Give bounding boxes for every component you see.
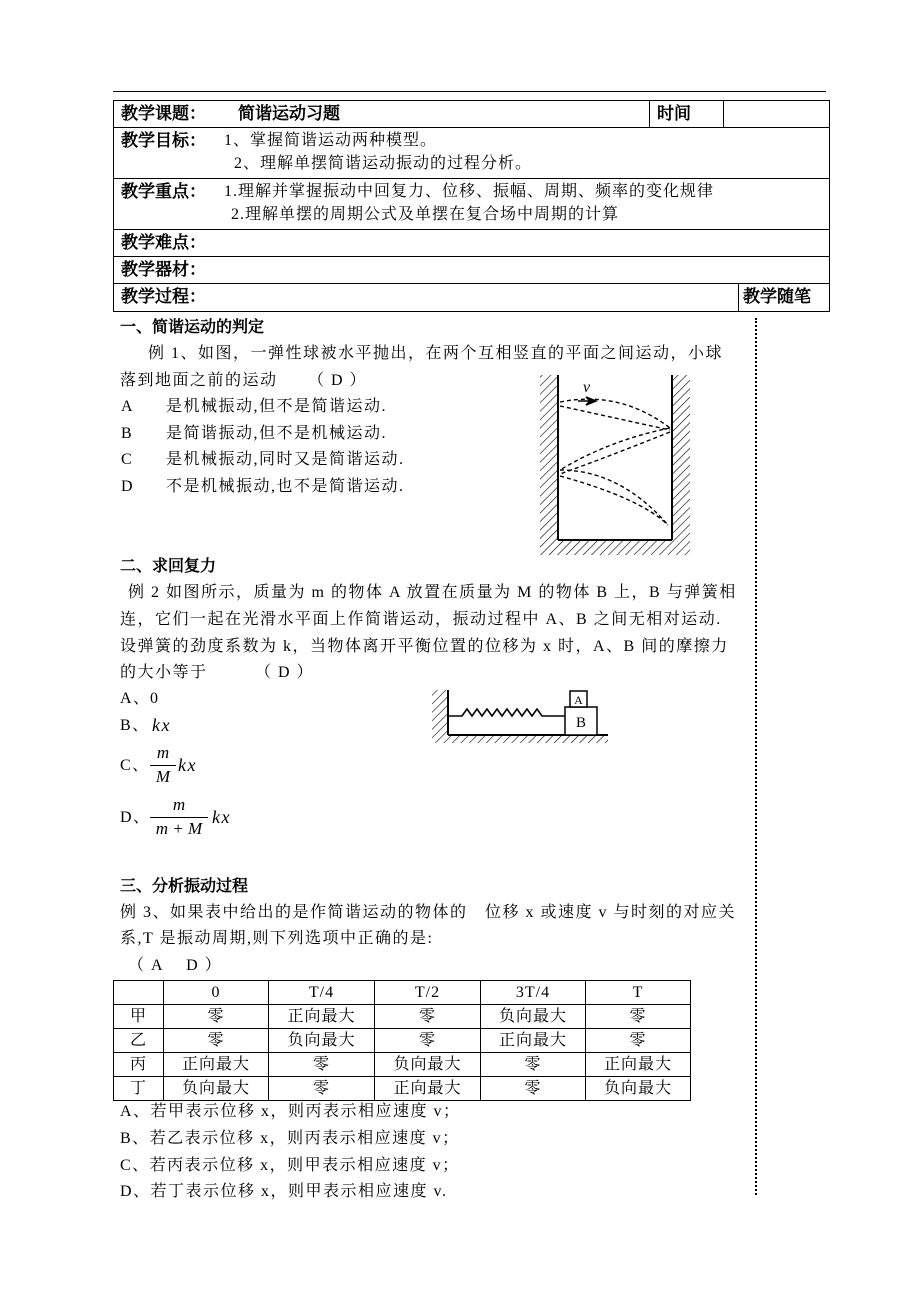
table-header-cell: [114, 981, 164, 1005]
table-header-cell: T: [586, 981, 691, 1005]
table-cell: 零: [269, 1053, 375, 1077]
option-text: 是机械振动,但不是简谐运动.: [166, 398, 388, 415]
fraction-denominator: m + M: [155, 819, 203, 838]
fraction-numerator: m: [172, 795, 186, 814]
question-line: 例 3、如果表中给出的是作简谐运动的物体的 位移 x 或速度 v 与时刻的对应关: [120, 904, 737, 921]
top-rule: [113, 91, 826, 92]
table-cell: 负向最大: [586, 1077, 691, 1101]
process-label: 教学过程：: [121, 287, 206, 307]
fraction-m-over-M: [150, 743, 176, 787]
option-text: 是机械振动,同时又是简谐运动.: [166, 451, 405, 468]
table-cell: 正向最大: [269, 1005, 375, 1029]
table-row: [114, 1077, 691, 1101]
row-label: 丙: [114, 1053, 164, 1077]
notes-column-divider: [755, 318, 757, 1195]
question-line: 连，它们一起在光滑水平面上作简谐运动，振动过程中 A、B 之间无相对运动.: [120, 611, 722, 628]
fraction-numerator: m: [156, 743, 170, 762]
table-cell: 零: [586, 1029, 691, 1053]
table-cell: 零: [586, 1005, 691, 1029]
table-header-cell: T/4: [269, 981, 375, 1005]
goals-label: 教学目标：: [121, 131, 206, 151]
process-cell: [114, 284, 738, 311]
table-cell: 正向最大: [481, 1029, 586, 1053]
header-row-key-points: [114, 179, 829, 230]
option-factor: kx: [178, 755, 197, 775]
equipment-cell: [114, 257, 829, 283]
table-cell: 正向最大: [586, 1053, 691, 1077]
notes-cell: [738, 284, 829, 311]
option-text: D、若丁表示位移 x，则甲表示相应速度 v.: [120, 1183, 448, 1200]
option-letter: B、: [120, 717, 150, 734]
option-letter: B: [121, 425, 134, 442]
table-header-cell: 3T/4: [481, 981, 586, 1005]
goal-item: 1、掌握简谐运动两种模型。: [224, 132, 438, 149]
header-row-topic: [114, 101, 829, 128]
option-text: 不是机械振动,也不是简谐运动.: [166, 478, 405, 495]
fraction-bar: [150, 765, 176, 766]
option-text: B、若乙表示位移 x，则丙表示相应速度 v；: [120, 1130, 460, 1147]
notes-label: 教学随笔: [743, 287, 811, 307]
fraction-m-over-m-plus-M: [150, 795, 208, 839]
option-letter: A、: [120, 690, 151, 707]
topic-title: 简谐运动习题: [238, 104, 340, 124]
option-text: A、若甲表示位移 x，则丙表示相应速度 v；: [120, 1103, 461, 1120]
table-cell: 正向最大: [375, 1077, 481, 1101]
option-letter: A: [121, 398, 135, 415]
option-letter: D: [121, 478, 135, 495]
table-header-cell: 0: [164, 981, 269, 1005]
table-cell: 负向最大: [375, 1053, 481, 1077]
header-row-goals: [114, 128, 829, 179]
right-wall-hatch: [672, 375, 690, 540]
table-cell: 零: [164, 1005, 269, 1029]
goals-cell: [114, 128, 829, 178]
row-label: 丁: [114, 1077, 164, 1101]
lesson-header-table: [113, 100, 830, 312]
difficulty-label: 教学难点：: [121, 233, 206, 253]
table-cell: 零: [269, 1077, 375, 1101]
ball-trajectory: [560, 399, 670, 525]
floor-hatch: [432, 735, 608, 743]
table-header-row: [114, 981, 691, 1005]
option-letter: C、: [120, 757, 150, 774]
question-line: 例 2 如图所示，质量为 m 的物体 A 放置在质量为 M 的物体 B 上，B 与弹簧相: [128, 584, 737, 601]
time-label-cell: [649, 101, 723, 127]
block-b-label: B: [575, 715, 587, 731]
velocity-arrow-icon: [578, 397, 596, 405]
section-title: 三、分析振动过程: [120, 876, 249, 895]
option-letter: C: [121, 451, 134, 468]
answer: （ D ）: [255, 664, 315, 681]
fraction-bar: [150, 817, 208, 818]
time-value-cell: [723, 101, 829, 127]
key-points-label: 教学重点：: [121, 182, 206, 202]
question-line: 设弹簧的劲度系数为 k，当物体离开平衡位置的位移为 x 时，A、B 间的摩擦力: [120, 638, 729, 655]
header-row-difficulty: [114, 230, 829, 257]
question-line: 的大小等于: [120, 664, 208, 681]
spring-icon: [448, 709, 565, 716]
table-cell: 零: [481, 1053, 586, 1077]
spring-blocks-figure: [425, 685, 615, 747]
key-point-item: 2.理解单摆的周期公式及单摆在复合场中周期的计算: [231, 206, 620, 223]
option-factor: kx: [212, 807, 231, 827]
topic-label: 教学课题：: [121, 104, 206, 124]
table-cell: 负向最大: [164, 1077, 269, 1101]
left-wall-hatch: [540, 375, 558, 540]
table-row: [114, 1029, 691, 1053]
row-label: 甲: [114, 1005, 164, 1029]
floor-hatch: [540, 540, 690, 555]
fraction-denominator: M: [155, 767, 171, 786]
table-row: [114, 1053, 691, 1077]
wall-hatch: [432, 690, 448, 735]
table-cell: 负向最大: [481, 1005, 586, 1029]
option-text: 是简谐振动,但不是机械运动.: [166, 425, 388, 442]
equipment-label: 教学器材：: [121, 260, 206, 280]
table-cell: 负向最大: [269, 1029, 375, 1053]
key-points-cell: [114, 179, 829, 229]
question-line: 例 1、如图，一弹性球被水平抛出，在两个互相竖直的平面之间运动，小球: [148, 345, 724, 362]
bouncing-ball-figure: [530, 370, 700, 560]
table-cell: 零: [375, 1005, 481, 1029]
key-point-item: 1.理解并掌握振动中回复力、位移、振幅、周期、频率的变化规律: [224, 183, 715, 200]
section-title: 二、求回复力: [120, 556, 217, 575]
table-cell: 零: [481, 1077, 586, 1101]
motion-table: [113, 980, 691, 1101]
question-line: 系,T 是振动周期,则下列选项中正确的是:: [120, 930, 434, 947]
option-value: kx: [152, 715, 171, 735]
table-cell: 零: [164, 1029, 269, 1053]
answer: （ A D ）: [128, 957, 223, 974]
topic-cell: [114, 101, 649, 127]
velocity-label: v: [583, 379, 591, 396]
header-row-equipment: [114, 257, 829, 284]
option-text: C、若丙表示位移 x，则甲表示相应速度 v；: [120, 1157, 460, 1174]
option-value: 0: [150, 690, 160, 707]
block-a-label: A: [574, 693, 583, 707]
time-label: 时间: [657, 104, 691, 124]
difficulty-cell: [114, 230, 829, 256]
option-letter: D、: [120, 809, 151, 826]
question-line: 落到地面之前的运动: [120, 372, 278, 389]
goal-item: 2、理解单摆简谐运动振动的过程分析。: [234, 155, 533, 172]
table-cell: 零: [375, 1029, 481, 1053]
row-label: 乙: [114, 1029, 164, 1053]
answer: （ D ）: [308, 372, 368, 389]
table-row: [114, 1005, 691, 1029]
table-header-cell: T/2: [375, 981, 481, 1005]
table-cell: 正向最大: [164, 1053, 269, 1077]
section-title: 一、简谐运动的判定: [120, 317, 265, 336]
header-row-process: [114, 284, 829, 311]
